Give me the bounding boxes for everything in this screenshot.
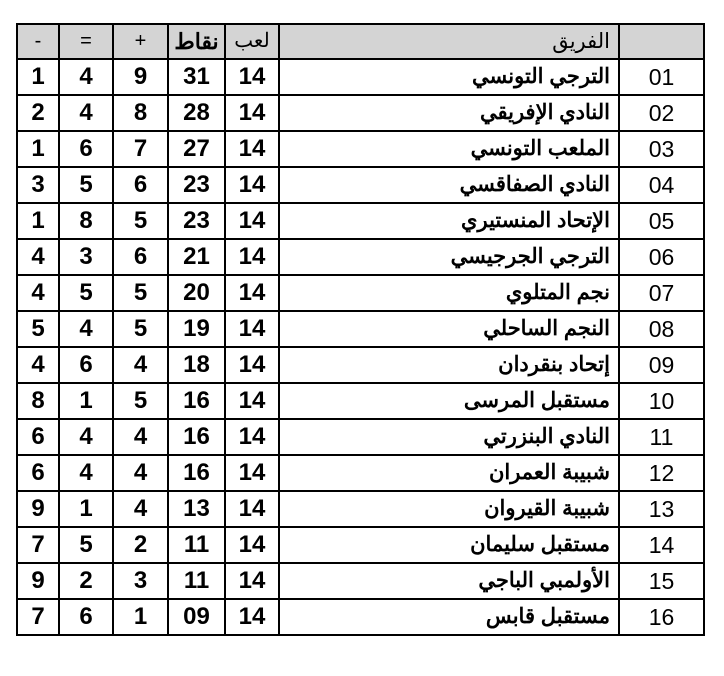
table-row [17, 347, 704, 383]
cell-draws: 8 [59, 203, 113, 239]
cell-wins: 4 [113, 455, 168, 491]
cell-rank: 05 [619, 203, 704, 239]
cell-losses: 6 [17, 455, 59, 491]
header-played: لعب [225, 24, 279, 59]
cell-points: 19 [168, 311, 225, 347]
table-row [17, 239, 704, 275]
cell-rank: 09 [619, 347, 704, 383]
cell-rank: 13 [619, 491, 704, 527]
cell-losses: 2 [17, 95, 59, 131]
table-row [17, 527, 704, 563]
cell-draws: 6 [59, 347, 113, 383]
cell-points: 13 [168, 491, 225, 527]
cell-points: 16 [168, 383, 225, 419]
cell-rank: 10 [619, 383, 704, 419]
cell-losses: 1 [17, 203, 59, 239]
cell-draws: 1 [59, 383, 113, 419]
cell-wins: 6 [113, 239, 168, 275]
cell-draws: 4 [59, 419, 113, 455]
cell-team-name: إتحاد بنقردان [279, 347, 619, 383]
cell-rank: 07 [619, 275, 704, 311]
cell-wins: 9 [113, 59, 168, 95]
cell-team-name: مستقبل المرسى [279, 383, 619, 419]
cell-team-name: شبيبة القيروان [279, 491, 619, 527]
cell-draws: 1 [59, 491, 113, 527]
cell-played: 14 [225, 131, 279, 167]
table-row [17, 491, 704, 527]
cell-wins: 4 [113, 347, 168, 383]
table-row [17, 383, 704, 419]
header-points: نقاط [168, 24, 225, 59]
cell-points: 16 [168, 419, 225, 455]
cell-played: 14 [225, 455, 279, 491]
header-row [17, 24, 704, 59]
cell-losses: 9 [17, 491, 59, 527]
cell-draws: 5 [59, 275, 113, 311]
cell-team-name: مستقبل سليمان [279, 527, 619, 563]
cell-wins: 1 [113, 599, 168, 635]
cell-rank: 03 [619, 131, 704, 167]
cell-wins: 5 [113, 383, 168, 419]
cell-played: 14 [225, 59, 279, 95]
cell-team-name: الأولمبي الباجي [279, 563, 619, 599]
table-row [17, 167, 704, 203]
cell-draws: 6 [59, 599, 113, 635]
header-draws: = [59, 24, 113, 59]
cell-played: 14 [225, 95, 279, 131]
cell-points: 20 [168, 275, 225, 311]
table-row [17, 311, 704, 347]
cell-played: 14 [225, 311, 279, 347]
table-row [17, 563, 704, 599]
cell-draws: 5 [59, 167, 113, 203]
cell-points: 09 [168, 599, 225, 635]
cell-losses: 4 [17, 239, 59, 275]
cell-losses: 7 [17, 599, 59, 635]
cell-points: 16 [168, 455, 225, 491]
table-row [17, 95, 704, 131]
cell-losses: 1 [17, 131, 59, 167]
cell-points: 31 [168, 59, 225, 95]
cell-team-name: النجم الساحلي [279, 311, 619, 347]
cell-wins: 4 [113, 491, 168, 527]
header-losses: - [17, 24, 59, 59]
cell-rank: 01 [619, 59, 704, 95]
cell-team-name: النادي الإفريقي [279, 95, 619, 131]
cell-wins: 2 [113, 527, 168, 563]
cell-draws: 2 [59, 563, 113, 599]
cell-played: 14 [225, 491, 279, 527]
cell-rank: 14 [619, 527, 704, 563]
cell-draws: 6 [59, 131, 113, 167]
cell-draws: 4 [59, 95, 113, 131]
cell-losses: 6 [17, 419, 59, 455]
cell-team-name: النادي البنزرتي [279, 419, 619, 455]
cell-points: 11 [168, 527, 225, 563]
cell-rank: 06 [619, 239, 704, 275]
cell-played: 14 [225, 599, 279, 635]
cell-rank: 15 [619, 563, 704, 599]
cell-losses: 9 [17, 563, 59, 599]
cell-draws: 4 [59, 311, 113, 347]
cell-points: 28 [168, 95, 225, 131]
cell-rank: 16 [619, 599, 704, 635]
cell-team-name: شبيبة العمران [279, 455, 619, 491]
cell-played: 14 [225, 203, 279, 239]
cell-losses: 4 [17, 347, 59, 383]
cell-points: 27 [168, 131, 225, 167]
cell-team-name: مستقبل قابس [279, 599, 619, 635]
table-row [17, 59, 704, 95]
cell-team-name: الترجي الجرجيسي [279, 239, 619, 275]
header-team: الفريق [279, 24, 619, 59]
standings-table [16, 23, 705, 636]
cell-rank: 12 [619, 455, 704, 491]
cell-losses: 8 [17, 383, 59, 419]
cell-wins: 4 [113, 419, 168, 455]
cell-played: 14 [225, 563, 279, 599]
cell-played: 14 [225, 275, 279, 311]
cell-points: 11 [168, 563, 225, 599]
cell-wins: 7 [113, 131, 168, 167]
cell-points: 18 [168, 347, 225, 383]
cell-draws: 4 [59, 455, 113, 491]
table-row [17, 203, 704, 239]
table-row [17, 275, 704, 311]
cell-rank: 02 [619, 95, 704, 131]
cell-wins: 6 [113, 167, 168, 203]
cell-wins: 5 [113, 203, 168, 239]
cell-losses: 7 [17, 527, 59, 563]
cell-rank: 11 [619, 419, 704, 455]
cell-wins: 5 [113, 275, 168, 311]
cell-losses: 4 [17, 275, 59, 311]
cell-team-name: الإتحاد المنستيري [279, 203, 619, 239]
cell-rank: 08 [619, 311, 704, 347]
cell-points: 23 [168, 203, 225, 239]
cell-draws: 3 [59, 239, 113, 275]
cell-points: 21 [168, 239, 225, 275]
cell-wins: 5 [113, 311, 168, 347]
cell-team-name: النادي الصفاقسي [279, 167, 619, 203]
cell-played: 14 [225, 347, 279, 383]
cell-points: 23 [168, 167, 225, 203]
cell-team-name: الترجي التونسي [279, 59, 619, 95]
table-row [17, 419, 704, 455]
table-row [17, 131, 704, 167]
cell-wins: 3 [113, 563, 168, 599]
cell-team-name: الملعب التونسي [279, 131, 619, 167]
cell-losses: 1 [17, 59, 59, 95]
cell-draws: 4 [59, 59, 113, 95]
cell-losses: 3 [17, 167, 59, 203]
cell-played: 14 [225, 383, 279, 419]
cell-played: 14 [225, 167, 279, 203]
table-row [17, 455, 704, 491]
table-row [17, 599, 704, 635]
cell-team-name: نجم المتلوي [279, 275, 619, 311]
cell-played: 14 [225, 527, 279, 563]
cell-wins: 8 [113, 95, 168, 131]
cell-played: 14 [225, 419, 279, 455]
cell-played: 14 [225, 239, 279, 275]
cell-rank: 04 [619, 167, 704, 203]
header-rank [619, 24, 704, 59]
cell-losses: 5 [17, 311, 59, 347]
cell-draws: 5 [59, 527, 113, 563]
header-wins: + [113, 24, 168, 59]
